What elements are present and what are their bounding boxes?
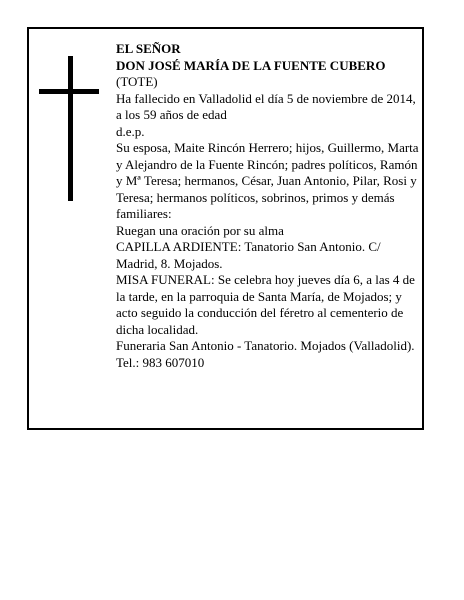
prayer-request: Ruegan una oración por su alma — [116, 222, 284, 238]
cross-icon — [39, 56, 99, 201]
cross-vertical-bar — [68, 56, 73, 201]
notice-title: EL SEÑOR — [116, 41, 181, 56]
death-info: Ha fallecido en Valladolid el día 5 de noviembre de 2014, a los 59 años de edad — [116, 90, 416, 122]
cross-horizontal-bar — [39, 89, 99, 94]
obituary-notice — [27, 27, 424, 430]
family-members: Su esposa, Maite Rincón Herrero; hijos, Guillermo, Marta y Alejandro de la Fuente Rincón; padres políticos, Ramón y Mª Teresa; hermanos, César, Juan Antonio, Pilar, Rosi y Teresa; hermanos políticos, sobrinos, primos y demás familiares: — [116, 140, 419, 221]
notice-text — [116, 41, 421, 371]
funeral-home-info: Funeraria San Antonio - Tanatorio. Mojados (Valladolid). Tel.: 983 607010 — [116, 338, 415, 370]
chapel-info: CAPILLA ARDIENTE: Tanatorio San Antonio. C/ Madrid, 8. Mojados. — [116, 239, 381, 271]
deceased-nickname: (TOTE) — [116, 74, 158, 89]
deceased-name: DON JOSÉ MARÍA DE LA FUENTE CUBERO — [116, 57, 386, 73]
rip-text: d.e.p. — [116, 123, 145, 139]
funeral-mass-info: MISA FUNERAL: Se celebra hoy jueves día 6, a las 4 de la tarde, en la parroquia de Santa María, de Mojados; y acto seguido la conducción del féretro al cementerio de dicha localidad. — [116, 272, 415, 337]
